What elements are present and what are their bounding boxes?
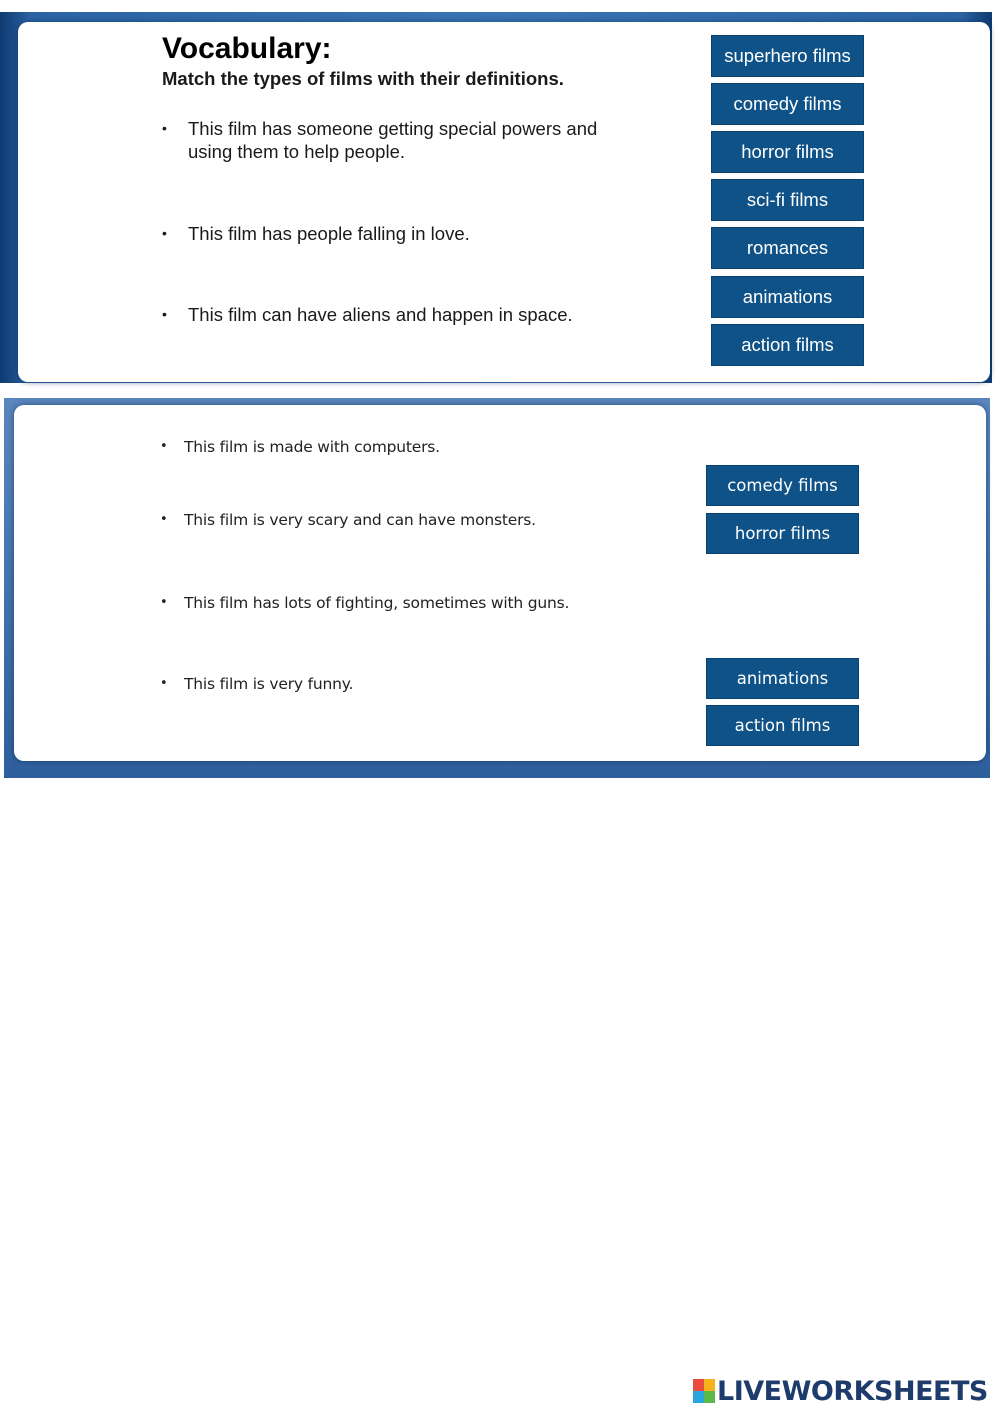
instructions: Match the types of films with their definitions. [162, 68, 564, 89]
liveworksheets-logo [693, 1374, 988, 1408]
page-title: Vocabulary: [162, 32, 332, 65]
definition-item [160, 673, 353, 695]
drag-option-superhero-films[interactable]: superhero films [711, 35, 864, 77]
definition-item [160, 436, 440, 458]
drag-option-action-films[interactable]: action films [711, 324, 864, 366]
bullet: • [162, 225, 167, 241]
definition-text: This film has people falling in love. [188, 223, 470, 244]
definition-item [162, 303, 628, 326]
liveworksheets-logo-icon [693, 1379, 715, 1403]
bullet: • [162, 306, 167, 322]
definition-item [162, 222, 628, 245]
definition-item [160, 509, 536, 531]
drag-option-horror-films[interactable]: horror films [711, 131, 864, 173]
bullet: • [162, 120, 167, 136]
bullet: • [160, 595, 168, 610]
definition-text: This film has lots of fighting, sometimes with guns. [184, 594, 570, 612]
definition-text: This film can have aliens and happen in space. [188, 304, 573, 325]
definition-text: This film is very funny. [184, 675, 354, 693]
drag-option-action-films[interactable]: action films [706, 705, 859, 746]
definition-item [160, 592, 569, 614]
drag-option-comedy-films[interactable]: comedy films [711, 83, 864, 125]
definition-text: This film is made with computers. [184, 438, 440, 456]
definition-text: This film is very scary and can have monsters. [184, 511, 536, 529]
drag-option-animations[interactable]: animations [706, 658, 859, 699]
definition-item [162, 117, 628, 163]
drag-option-romances[interactable]: romances [711, 227, 864, 269]
bullet: • [160, 439, 168, 454]
bullet: • [160, 676, 168, 691]
drag-option-comedy-films[interactable]: comedy films [706, 465, 859, 506]
drag-option-animations[interactable]: animations [711, 276, 864, 318]
definition-text: This film has someone getting special powers and using them to help people. [188, 118, 598, 162]
drag-option-sci-fi-films[interactable]: sci-fi films [711, 179, 864, 221]
drag-option-horror-films[interactable]: horror films [706, 513, 859, 554]
logo-text: LIVEWORKSHEETS [717, 1375, 988, 1407]
bullet: • [160, 512, 168, 527]
